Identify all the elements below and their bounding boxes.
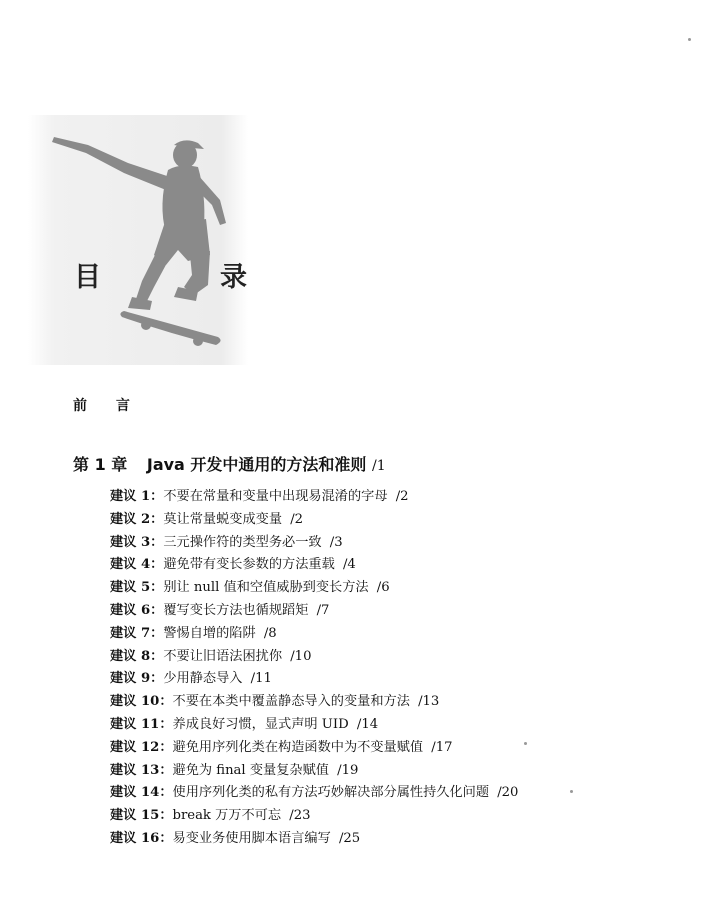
entry-text: 警惕自增的陷阱 [163, 625, 256, 641]
entry-text: 别让 null 值和空值威胁到变长方法 [163, 580, 369, 596]
entry-text: 不要让旧语法困扰你 [163, 648, 283, 664]
entry-text: 少用静态导入 [163, 671, 243, 687]
entry-label: 建议 2： [110, 511, 164, 527]
toc-entry[interactable] [110, 577, 670, 600]
entry-label: 建议 1： [110, 489, 164, 504]
entry-page: /17 [431, 739, 453, 755]
entry-page: /2 [290, 511, 304, 527]
toc-entry[interactable] [110, 646, 670, 669]
entry-label: 建议 5： [110, 580, 164, 596]
entry-page: /10 [290, 648, 312, 664]
entry-text: 避免带有变长参数的方法重载 [163, 557, 335, 573]
toc-entry[interactable] [110, 600, 670, 623]
entry-label: 建议 15： [110, 808, 173, 824]
entry-page: /11 [250, 671, 272, 687]
entry-text: 三元操作符的类型务必一致 [163, 534, 322, 550]
entry-label: 建议 7： [110, 625, 164, 641]
entry-page: /3 [329, 534, 343, 550]
entry-label: 建议 9： [110, 671, 164, 687]
toc-entry[interactable] [110, 691, 670, 714]
entry-text: 避免用序列化类在构造函数中为不变量赋值 [172, 739, 424, 755]
entry-page: /19 [337, 762, 359, 778]
entry-text: 养成良好习惯，显式声明 UID [172, 716, 349, 732]
toc-heading: 目 录 [74, 262, 293, 293]
scan-speck [688, 38, 691, 41]
entry-page: /25 [338, 830, 361, 846]
entry-page: /13 [418, 694, 440, 710]
entry-label: 建议 13： [110, 762, 173, 778]
entry-text: 易变业务使用脚本语言编写 [172, 830, 331, 846]
toc-entry[interactable] [110, 668, 670, 691]
toc-entry[interactable] [110, 828, 670, 851]
entry-page: /20 [497, 785, 519, 801]
toc-entry[interactable] [110, 509, 670, 532]
entry-text: 使用序列化类的私有方法巧妙解决部分属性持久化问题 [172, 785, 490, 801]
entry-label: 建议 4： [110, 557, 164, 573]
entry-page: /6 [376, 580, 390, 596]
entry-text: 不要在本类中覆盖静态导入的变量和方法 [172, 694, 410, 710]
entry-text: break 万万不可忘 [172, 808, 282, 824]
entry-label: 建议 14： [110, 785, 173, 801]
toc-entry[interactable] [110, 623, 670, 646]
toc-entry[interactable] [110, 486, 670, 509]
entry-page: /2 [395, 489, 409, 504]
chapter-page: /1 [372, 458, 386, 474]
scan-speck [524, 742, 527, 745]
chapter-1-heading[interactable] [73, 452, 386, 475]
entry-text: 避免为 final 变量复杂赋值 [172, 762, 329, 778]
entry-page: /8 [263, 625, 277, 641]
entry-label: 建议 16： [110, 830, 173, 846]
chapter-number: 第 1 章 [73, 455, 128, 474]
entry-label: 建议 8： [110, 648, 164, 664]
entry-page: /7 [316, 602, 330, 618]
toc-entry[interactable] [110, 532, 670, 555]
entry-page: /14 [356, 716, 379, 732]
toc-entry[interactable] [110, 760, 670, 783]
toc-entry[interactable] [110, 782, 670, 805]
entry-text: 不要在常量和变量中出现易混淆的字母 [163, 489, 388, 504]
toc-entry[interactable] [110, 554, 670, 577]
toc-entry-list [110, 486, 670, 851]
entry-label: 建议 3： [110, 534, 164, 550]
entry-label: 建议 12： [110, 739, 173, 755]
entry-label: 建议 11： [110, 716, 173, 732]
entry-text: 莫让常量蜕变成变量 [163, 511, 283, 527]
entry-label: 建议 6： [110, 602, 164, 618]
skateboarder-silhouette [28, 115, 248, 365]
skateboarder-illustration [28, 115, 248, 365]
entry-page: /4 [342, 557, 356, 573]
entry-label: 建议 10： [110, 694, 173, 710]
scan-speck [570, 790, 573, 793]
entry-text: 覆写变长方法也循规蹈矩 [163, 602, 309, 618]
chapter-title: Java 开发中通用的方法和准则 [146, 455, 367, 474]
entry-page: /23 [289, 808, 311, 824]
preface-link[interactable]: 前 言 [73, 398, 142, 414]
toc-entry[interactable] [110, 714, 670, 737]
toc-entry[interactable] [110, 737, 670, 760]
toc-entry[interactable] [110, 805, 670, 828]
